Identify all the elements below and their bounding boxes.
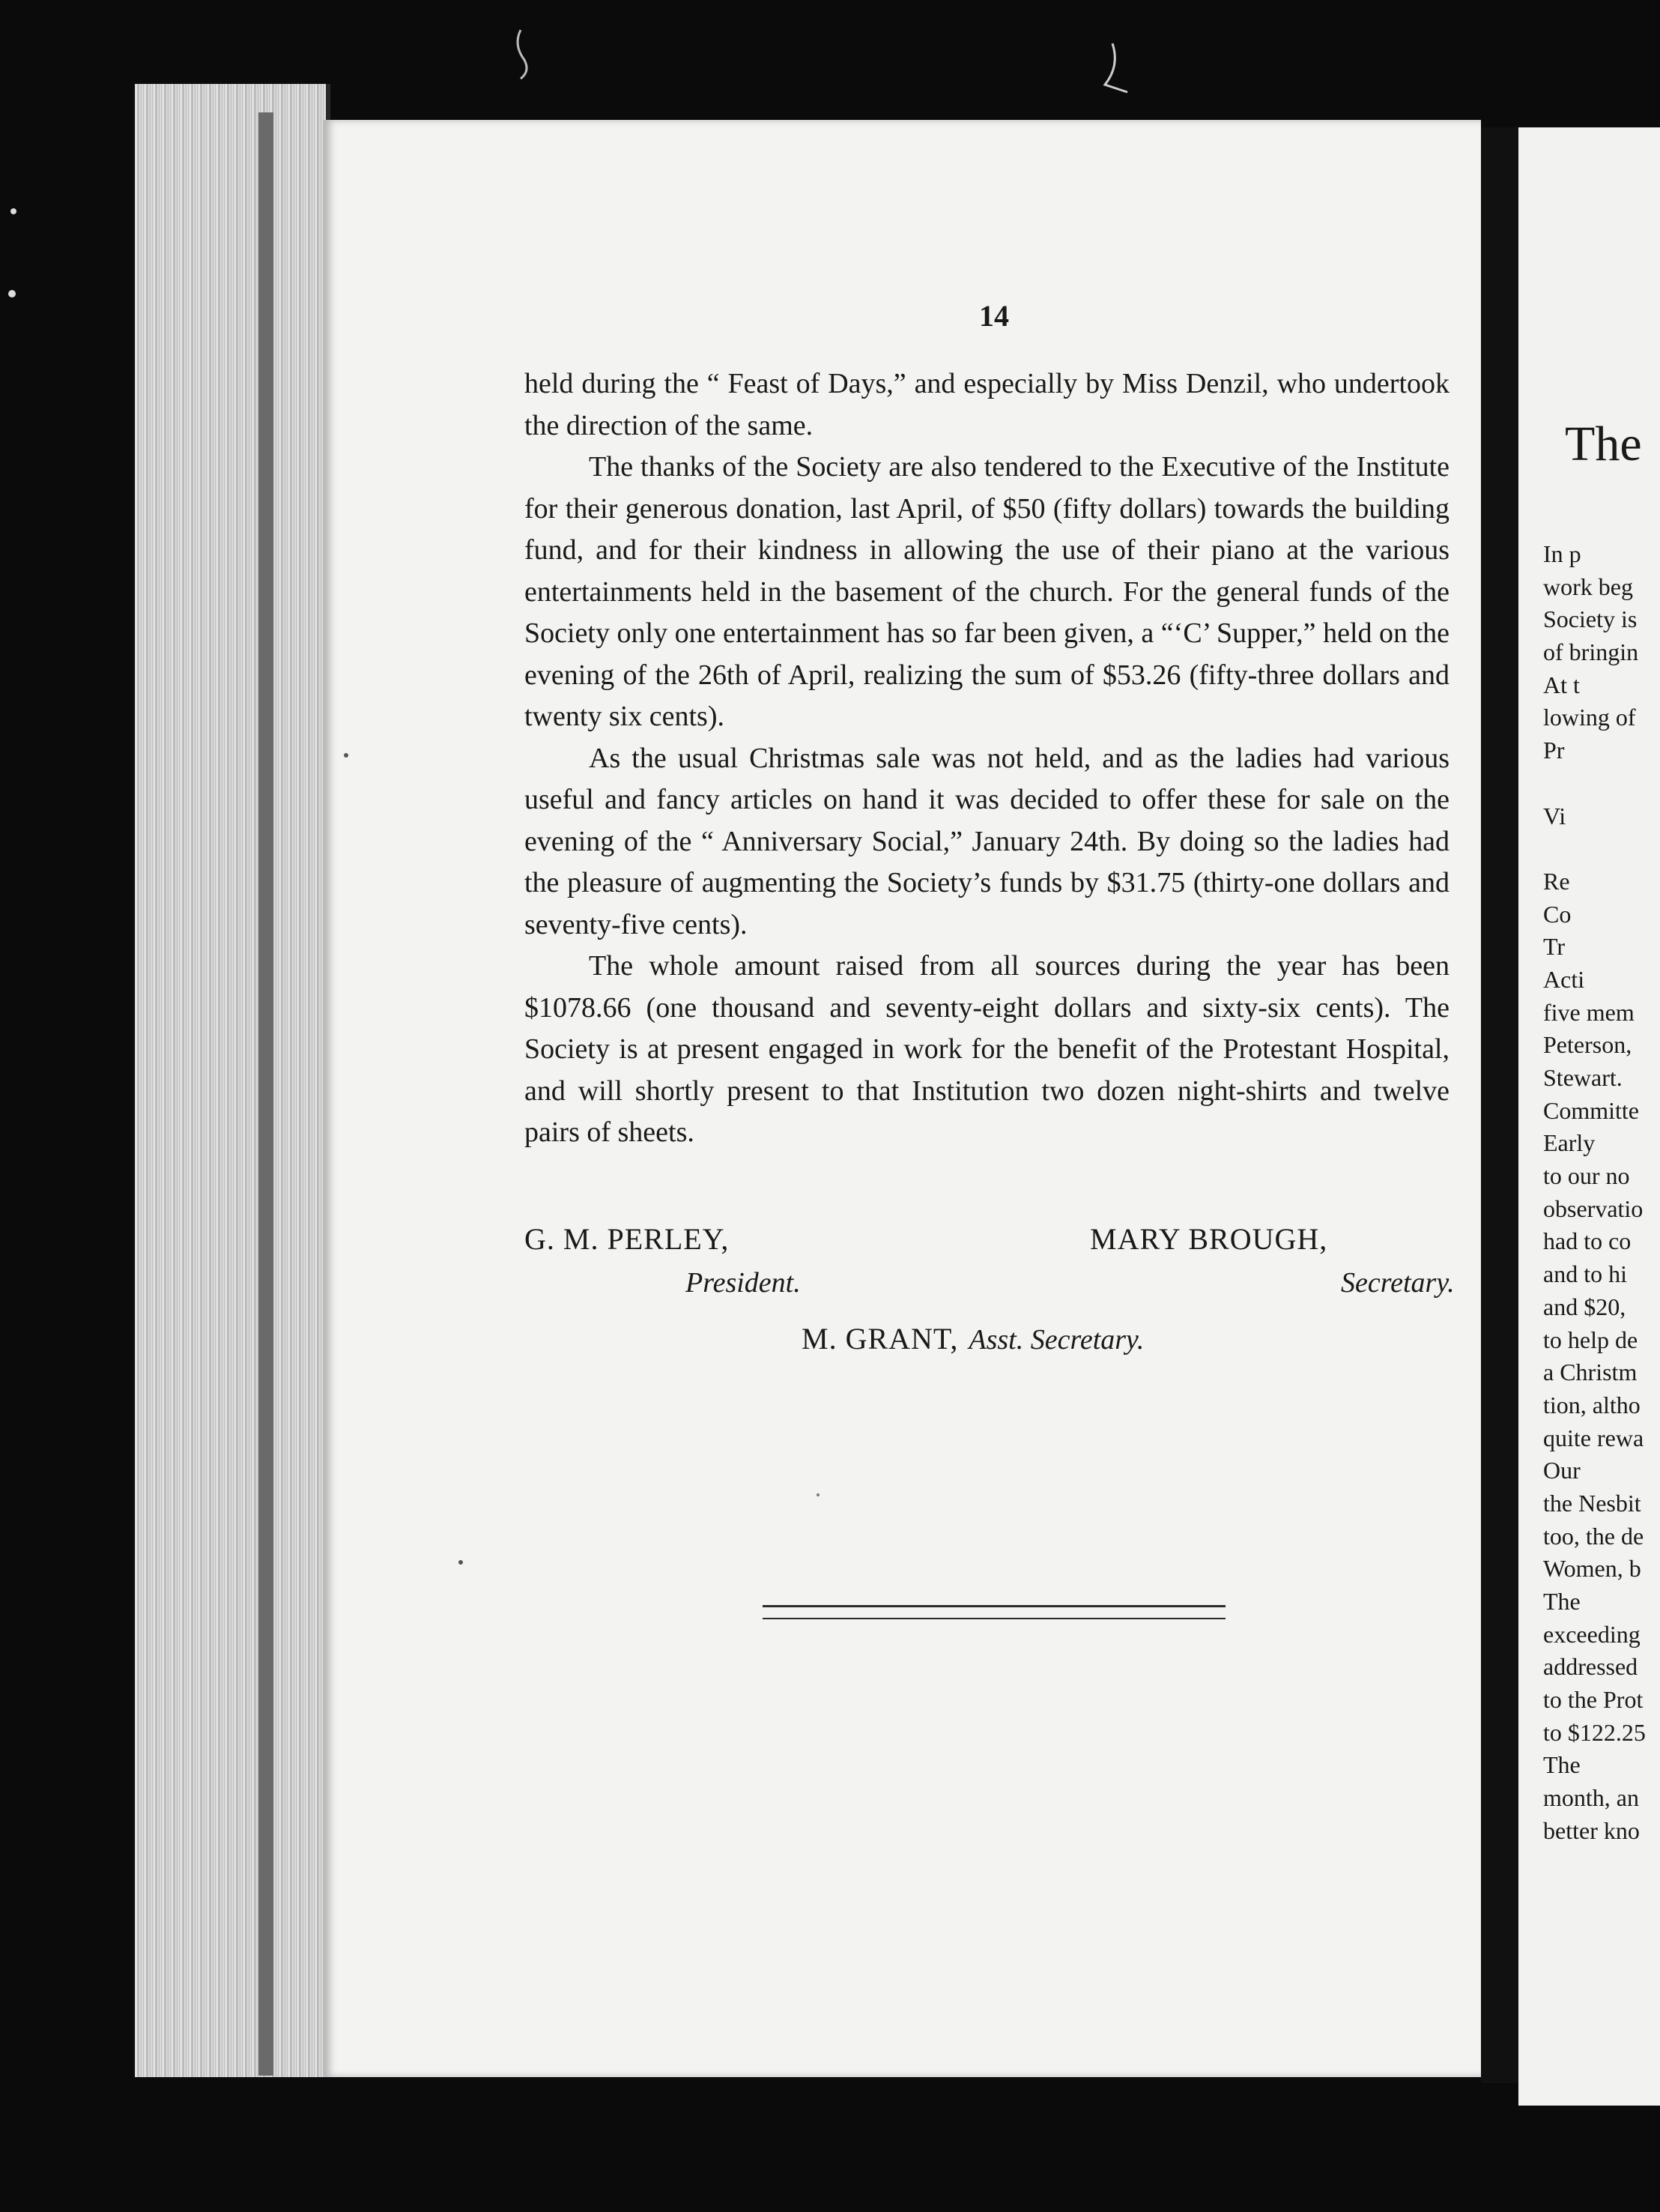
right-page-line: In p — [1543, 540, 1581, 567]
body-text — [524, 363, 1450, 1154]
paragraph-1: held during the “ Feast of Days,” and especially by Miss Denzil, who undertook the direction of the same. — [524, 368, 1450, 441]
right-page-line: Co — [1543, 900, 1572, 928]
right-page-line: of bringin — [1543, 638, 1639, 666]
right-page-line: month, an — [1543, 1784, 1639, 1812]
right-page-line: to $122.25 — [1543, 1718, 1646, 1746]
right-page-line: addressed — [1543, 1653, 1638, 1681]
asst-name: M. GRANT, — [802, 1322, 959, 1356]
right-page-line: the Nesbit — [1543, 1489, 1641, 1517]
double-rule-divider — [763, 1605, 1226, 1619]
right-page-line: Pr — [1543, 737, 1565, 764]
right-page-line: The — [1543, 1751, 1581, 1779]
right-page-line: Re — [1543, 867, 1570, 895]
paragraph-2: The thanks of the Society are also tendered to the Executive of the Institute for their generous donation, last April, of $50 (fifty dollars) towards the building fund, and for their kindness in allowing the use of their piano at the various entertainments held in the basement of the church. For the general funds of the Society only one entertainment has so far been given, a “‘C’ Supper,” held on the evening of the 26th of April, realizing the sum of $53.26 (fifty-three dollars and twenty six cents). — [524, 451, 1450, 732]
right-page-line: Society is — [1543, 605, 1638, 633]
right-page-line: Acti — [1543, 965, 1585, 993]
right-page-line: to the Prot — [1543, 1686, 1644, 1714]
right-page-line: observatio — [1543, 1194, 1644, 1222]
right-page-line: The — [1543, 1588, 1581, 1615]
right-page-line: quite rewa — [1543, 1424, 1644, 1451]
paragraph-3: As the usual Christmas sale was not held, and as the ladies had various useful and fancy articles on hand it was decided to offer these for sale on the evening of the “ Anniversary Social,” January 24th. By doing so the ladies had the pleasure of augmenting the Society’s funds by $31.75 (thirty-one dollars and seventy-five cents). — [524, 742, 1450, 940]
president-title: President. — [685, 1267, 801, 1299]
secretary-title: Secretary. — [1341, 1267, 1455, 1299]
right-page-line: Stewart. — [1543, 1064, 1623, 1091]
right-page-line: exceeding — [1543, 1620, 1641, 1648]
page-number: 14 — [979, 299, 1009, 333]
right-page-line: Tr — [1543, 933, 1566, 961]
paragraph-4: The whole amount raised from all sources during the year has been $1078.66 (one thousand and seventy-eight dollars and sixty-six cents). The Society is at present engaged in work for the benefit of the Protestant Hospital, and will shortly present to that Institution two dozen night-shirts and twelve pairs of sheets. — [524, 950, 1450, 1148]
right-page-line — [1543, 832, 1660, 865]
right-page-line: five mem — [1543, 998, 1635, 1026]
right-page-line: to our no — [1543, 1162, 1630, 1190]
right-page-line — [1543, 767, 1660, 800]
right-page-text-fragments — [1543, 538, 1660, 1848]
right-page-line: tion, altho — [1543, 1391, 1641, 1418]
right-page-line: lowing of — [1543, 704, 1636, 731]
president-name: G. M. PERLEY, — [524, 1222, 730, 1256]
right-page-line: too, the de — [1543, 1522, 1644, 1550]
right-page-line: Our — [1543, 1457, 1581, 1484]
right-page-line: to help de — [1543, 1326, 1638, 1353]
right-page-line: better kno — [1543, 1816, 1640, 1844]
right-page-line: had to co — [1543, 1227, 1632, 1255]
right-page-line: Committe — [1543, 1096, 1639, 1124]
assistant-secretary-signature — [802, 1321, 1144, 1356]
asst-title: Asst. Secretary. — [969, 1324, 1145, 1356]
right-page-line: At t — [1543, 671, 1580, 698]
right-page-line: and to hi — [1543, 1260, 1627, 1288]
page-block-shadow — [258, 112, 273, 2076]
right-page-line: Women, b — [1543, 1555, 1641, 1583]
right-page-line: a Christm — [1543, 1359, 1638, 1386]
book-gutter — [1481, 127, 1518, 2083]
right-page-title-fragment: The — [1565, 417, 1642, 471]
right-page-line: Vi — [1543, 802, 1566, 830]
right-page-line: and $20, — [1543, 1293, 1626, 1320]
right-page-line: Early — [1543, 1129, 1596, 1157]
right-page-line: Peterson, — [1543, 1031, 1632, 1059]
right-page-line: work beg — [1543, 572, 1633, 600]
secretary-name: MARY BROUGH, — [1090, 1222, 1328, 1256]
page-block-edges — [135, 84, 330, 2077]
right-page — [1518, 127, 1660, 2106]
